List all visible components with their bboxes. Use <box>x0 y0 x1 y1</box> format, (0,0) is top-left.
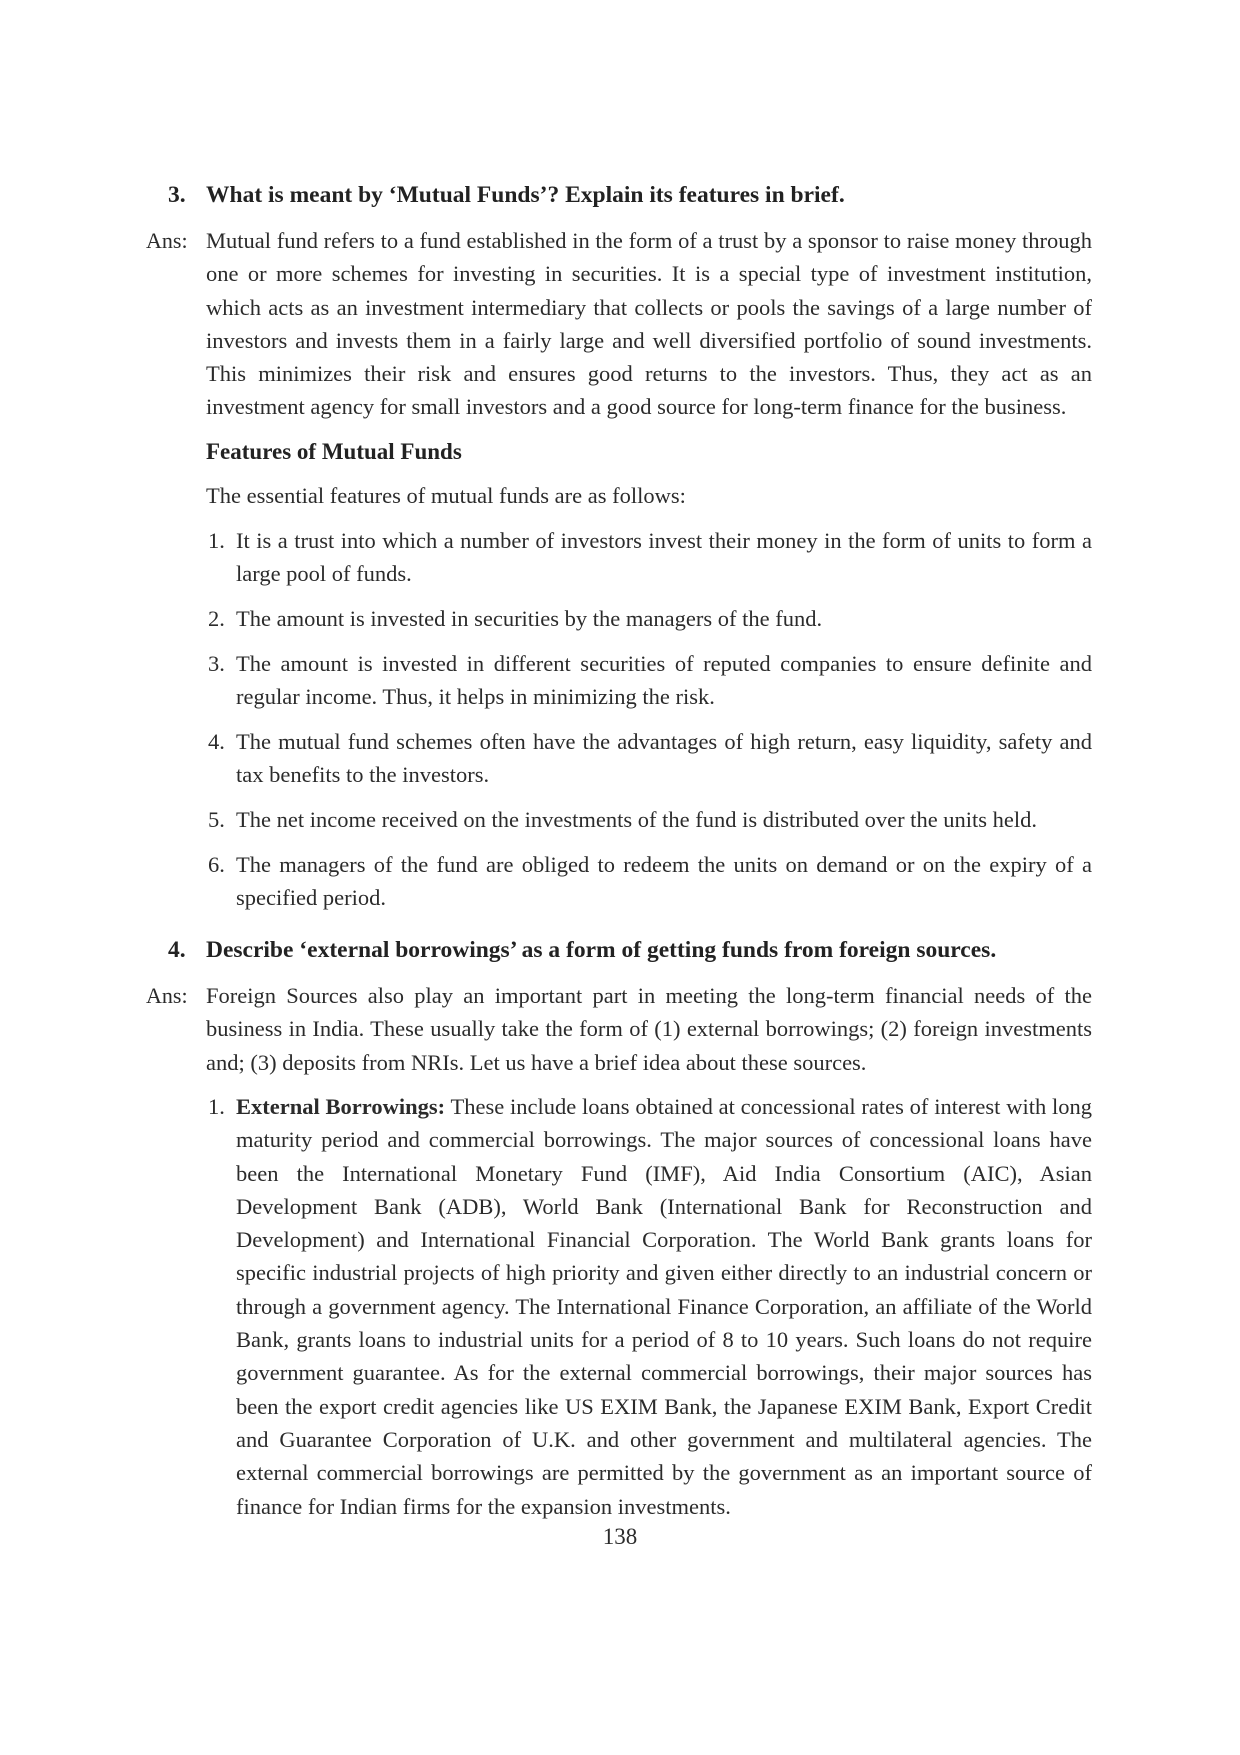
list-item <box>206 725 1092 792</box>
list-item <box>206 602 1092 635</box>
list-item-heading: External Borrowings: <box>236 1094 446 1119</box>
question-title: What is meant by ‘Mutual Funds’? Explain its features in brief. <box>206 182 845 208</box>
question-title: Describe ‘external borrowings’ as a form of getting funds from foreign sources. <box>206 937 997 963</box>
list-item-text: The net income received on the investments of the fund is distributed over the units held. <box>236 807 1038 832</box>
list-item <box>206 524 1092 591</box>
list-item-number: 2. <box>208 606 225 631</box>
question-4-heading <box>168 934 1098 967</box>
features-intro: The essential features of mutual funds are as follows: <box>206 483 686 508</box>
list-item-text: The amount is invested in securities by the managers of the fund. <box>236 606 823 631</box>
question-number: 4. <box>168 937 186 963</box>
list-item-text <box>236 1090 1092 1523</box>
list-item <box>206 647 1092 714</box>
question-number: 3. <box>168 182 186 208</box>
list-item <box>206 803 1092 836</box>
answer-label: Ans: <box>146 983 188 1008</box>
list-item-number: 3. <box>208 651 225 676</box>
list-item-text: The mutual fund schemes often have the advantages of high return, easy liquidity, safety and tax benefits to the investors. <box>236 729 1092 788</box>
list-item <box>206 848 1092 915</box>
answer-paragraph: Mutual fund refers to a fund established in the form of a trust by a sponsor to raise money through one or more schemes for investing in securities. It is a special type of investment institution, which acts as an investment intermediary that collects or pools the savings of a large number of investors and invests them in a fairly large and well diversified portfolio of sound investments. This minimizes their risk and ensures good returns to the investors. Thus, they act as an investment agency for small investors and a good source for long-term finance for the business. <box>206 228 1092 420</box>
list-item-number: 1. <box>208 1094 225 1119</box>
list-item-text: The managers of the fund are obliged to redeem the units on demand or on the expiry of a specified period. <box>236 852 1092 911</box>
list-item-number: 6. <box>208 852 225 877</box>
list-item-number: 1. <box>208 528 225 553</box>
list-item-text: It is a trust into which a number of investors invest their money in the form of units to form a large pool of funds. <box>236 528 1092 587</box>
list-item-number: 5. <box>208 807 225 832</box>
answer-label: Ans: <box>146 228 188 253</box>
page-number: 138 <box>602 1524 638 1549</box>
answer-paragraph: Foreign Sources also play an important part in meeting the long-term financial needs of the business in India. These usually take the form of (1) external borrowings; (2) foreign investments and; (3) deposits from NRIs. Let us have a brief idea about these sources. <box>206 983 1092 1075</box>
features-heading: Features of Mutual Funds <box>206 439 462 464</box>
list-item <box>206 1090 1092 1523</box>
list-item-text: The amount is invested in different securities of reputed companies to ensure definite and regular income. Thus, it helps in minimizing the risk. <box>236 651 1092 710</box>
list-item-body: These include loans obtained at concessional rates of interest with long maturity period and commercial borrowings. The major sources of concessional loans have been the International Monetary Fund (IMF), Aid India Consortium (AIC), Asian Development Bank (ADB), World Bank (International Bank for Reconstruction and Development) and International Financial Corporation. The World Bank grants loans for specific industrial projects of high priority and given either directly to an industrial concern or through a government agency. The International Finance Corporation, an affiliate of the World Bank, grants loans to industrial units for a period of 8 to 10 years. Such loans do not require government guarantee. As for the external commercial borrowings, their major sources has been the export credit agencies like US EXIM Bank, the Japanese EXIM Bank, Export Credit and Guarantee Corporation of U.K. and other government and multilateral agencies. The external commercial borrowings are permitted by the government as an important source of finance for Indian firms for the expansion investments. <box>236 1094 1093 1519</box>
question-3-heading <box>168 179 1098 212</box>
list-item-number: 4. <box>208 729 225 754</box>
